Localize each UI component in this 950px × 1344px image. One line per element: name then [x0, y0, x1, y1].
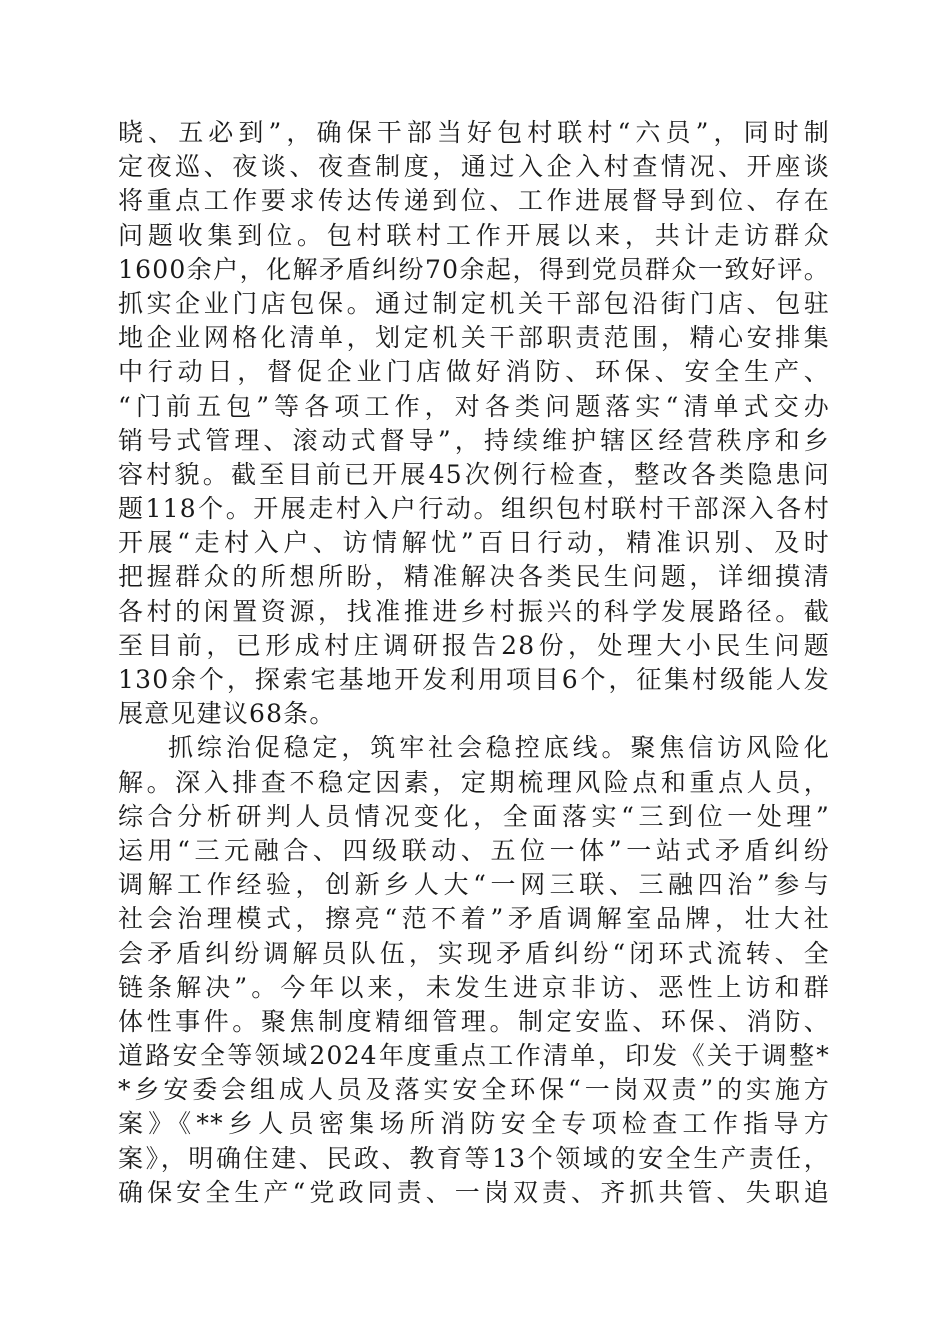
text-line: 容村貌。截至目前已开展45次例行检查，整改各类隐患问 — [118, 459, 830, 489]
text-line: 晓、五必到”，确保干部当好包村联村“六员”，同时制 — [118, 118, 830, 147]
text-line: 130余个，探索宅基地开发利用项目6个，征集村级能人发 — [118, 665, 830, 694]
text-line: 链条解决”。今年以来，未发生进京非访、恶性上访和群 — [118, 972, 830, 1002]
text-line: 案》《**乡人员密集场所消防安全专项检查工作指导方 — [118, 1109, 830, 1139]
document-page — [118, 116, 830, 1210]
text-line: 综合分析研判人员情况变化，全面落实“三到位一处理” — [118, 801, 830, 831]
text-line: 1600余户，化解矛盾纠纷70余起，得到党员群众一致好评。 — [118, 254, 830, 284]
text-line: 至目前，已形成村庄调研报告28份，处理大小民生问题 — [118, 630, 830, 660]
text-line: 定夜巡、夜谈、夜查制度，通过入企入村查情况、开座谈 — [118, 152, 830, 182]
text-line: 确保安全生产“党政同责、一岗双责、齐抓共管、失职追 — [118, 1177, 830, 1207]
text-line: 开展“走村入户、访情解忧”百日行动，精准识别、及时 — [118, 528, 830, 558]
text-line: 社会治理模式，擦亮“范不着”矛盾调解室品牌，壮大社 — [118, 904, 830, 934]
text-line: 道路安全等领域2024年度重点工作清单，印发《关于调整* — [118, 1041, 830, 1071]
paragraph-1 — [118, 116, 830, 731]
text-line: 中行动日，督促企业门店做好消防、环保、安全生产、 — [118, 357, 830, 387]
text-line: 各村的闲置资源，找准推进乡村振兴的科学发展路径。截 — [118, 596, 830, 626]
text-line: “门前五包”等各项工作，对各类问题落实“清单式交办 — [118, 391, 830, 421]
text-line: 把握群众的所想所盼，精准解决各类民生问题，详细摸清 — [118, 562, 830, 592]
text-line: 问题收集到位。包村联村工作开展以来，共计走访群众 — [118, 220, 830, 250]
text-line: 调解工作经验，创新乡人大“一网三联、三融四治”参与 — [118, 870, 830, 900]
text-line: *乡安委会组成人员及落实安全环保“一岗双责”的实施方 — [118, 1075, 830, 1105]
text-line: 体性事件。聚焦制度精细管理。制定安监、环保、消防、 — [118, 1006, 830, 1036]
text-line: 运用“三元融合、四级联动、五位一体”一站式矛盾纠纷 — [118, 835, 830, 865]
paragraph-2 — [118, 731, 830, 1210]
text-line: 地企业网格化清单，划定机关干部职责范围，精心安排集 — [118, 323, 830, 353]
text-line: 抓实企业门店包保。通过制定机关干部包沿街门店、包驻 — [118, 288, 830, 318]
text-line: 会矛盾纠纷调解员队伍，实现矛盾纠纷“闭环式流转、全 — [118, 938, 830, 968]
text-line: 展意见建议68条。 — [118, 699, 336, 729]
text-line: 题118个。开展走村入户行动。组织包村联村干部深入各村 — [118, 494, 830, 524]
text-line: 案》，明确住建、民政、教育等13个领域的安全生产责任， — [118, 1143, 830, 1173]
text-line: 抓综治促稳定，筑牢社会稳控底线。聚焦信访风险化 — [168, 733, 830, 763]
text-line: 销号式管理、滚动式督导”，持续维护辖区经营秩序和乡 — [118, 425, 830, 455]
text-line: 解。深入排查不稳定因素，定期梳理风险点和重点人员， — [118, 767, 830, 797]
text-line: 将重点工作要求传达传递到位、工作进展督导到位、存在 — [118, 186, 830, 216]
